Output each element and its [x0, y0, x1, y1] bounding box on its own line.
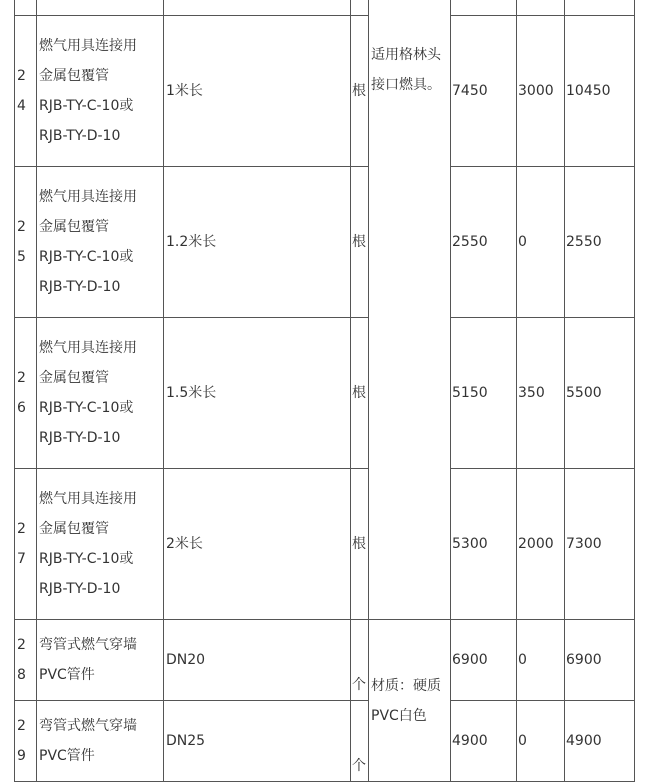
note-line: 材质：硬质 [371, 677, 441, 694]
note-pvc [369, 620, 451, 782]
name-line: 燃气用具连接用 [39, 38, 137, 54]
item-price [451, 0, 517, 16]
note-line: PVC白色 [371, 707, 427, 724]
item-spec: 1.2米长 [164, 167, 351, 318]
item-name [37, 0, 164, 16]
item-total: 7300 [565, 469, 635, 620]
item-total [565, 0, 635, 16]
table-row [15, 469, 635, 620]
table-row [15, 167, 635, 318]
item-install: 0 [517, 620, 565, 701]
row-number: 25 [15, 167, 37, 318]
name-line: RJB-TY-C-10或 [39, 400, 134, 416]
row-number: 24 [15, 16, 37, 167]
item-name [37, 469, 164, 620]
item-name [37, 620, 164, 701]
name-line: PVC管件 [39, 667, 95, 683]
item-spec: 1.5米长 [164, 318, 351, 469]
item-price: 7450 [451, 16, 517, 167]
name-line: 金属包覆管 [39, 370, 109, 386]
table-row [15, 701, 635, 782]
item-name [37, 167, 164, 318]
item-spec: DN20 [164, 620, 351, 701]
item-price: 2550 [451, 167, 517, 318]
item-total: 5500 [565, 318, 635, 469]
name-line: 金属包覆管 [39, 521, 109, 537]
item-price: 6900 [451, 620, 517, 701]
name-line: PVC管件 [39, 748, 95, 764]
item-unit: 根 [351, 318, 369, 469]
item-spec: DN25 [164, 701, 351, 782]
item-install: 3000 [517, 16, 565, 167]
table-row [15, 0, 635, 16]
note-line: 接口燃具。 [371, 77, 441, 93]
item-install: 350 [517, 318, 565, 469]
item-price: 4900 [451, 701, 517, 782]
note-greenlink [369, 0, 451, 620]
item-name [37, 318, 164, 469]
item-total: 10450 [565, 16, 635, 167]
item-price: 5300 [451, 469, 517, 620]
name-line: RJB-TY-C-10或 [39, 551, 134, 567]
item-total: 4900 [565, 701, 635, 782]
note-line: 适用格林头 [371, 47, 441, 63]
item-name [37, 701, 164, 782]
row-number: 26 [15, 318, 37, 469]
name-line: RJB-TY-D-10 [39, 279, 121, 295]
item-spec: 2米长 [164, 469, 351, 620]
item-install [517, 0, 565, 16]
item-unit: 根 [351, 167, 369, 318]
item-spec [164, 0, 351, 16]
item-unit: 根 [351, 469, 369, 620]
price-table [14, 0, 635, 782]
name-line: 弯管式燃气穿墙 [39, 637, 137, 653]
name-line: RJB-TY-D-10 [39, 128, 121, 144]
item-total: 2550 [565, 167, 635, 318]
item-name [37, 16, 164, 167]
row-number: 27 [15, 469, 37, 620]
row-number [15, 0, 37, 16]
item-unit: 根 [351, 16, 369, 167]
row-number: 29 [15, 701, 37, 782]
name-line: 燃气用具连接用 [39, 340, 137, 356]
name-line: RJB-TY-D-10 [39, 430, 121, 446]
item-install: 0 [517, 701, 565, 782]
name-line: 金属包覆管 [39, 219, 109, 235]
name-line: RJB-TY-D-10 [39, 581, 121, 597]
item-unit: 个 [351, 620, 369, 701]
item-install: 0 [517, 167, 565, 318]
name-line: 弯管式燃气穿墙 [39, 718, 137, 734]
item-spec: 1米长 [164, 16, 351, 167]
table-row [15, 620, 635, 701]
item-total: 6900 [565, 620, 635, 701]
table-row [15, 16, 635, 167]
name-line: 燃气用具连接用 [39, 491, 137, 507]
item-price: 5150 [451, 318, 517, 469]
name-line: 金属包覆管 [39, 68, 109, 84]
row-number: 28 [15, 620, 37, 701]
item-install: 2000 [517, 469, 565, 620]
table-row [15, 318, 635, 469]
name-line: RJB-TY-C-10或 [39, 98, 134, 114]
item-unit [351, 0, 369, 16]
item-unit: 个 [351, 701, 369, 782]
name-line: RJB-TY-C-10或 [39, 249, 134, 265]
name-line: 燃气用具连接用 [39, 189, 137, 205]
